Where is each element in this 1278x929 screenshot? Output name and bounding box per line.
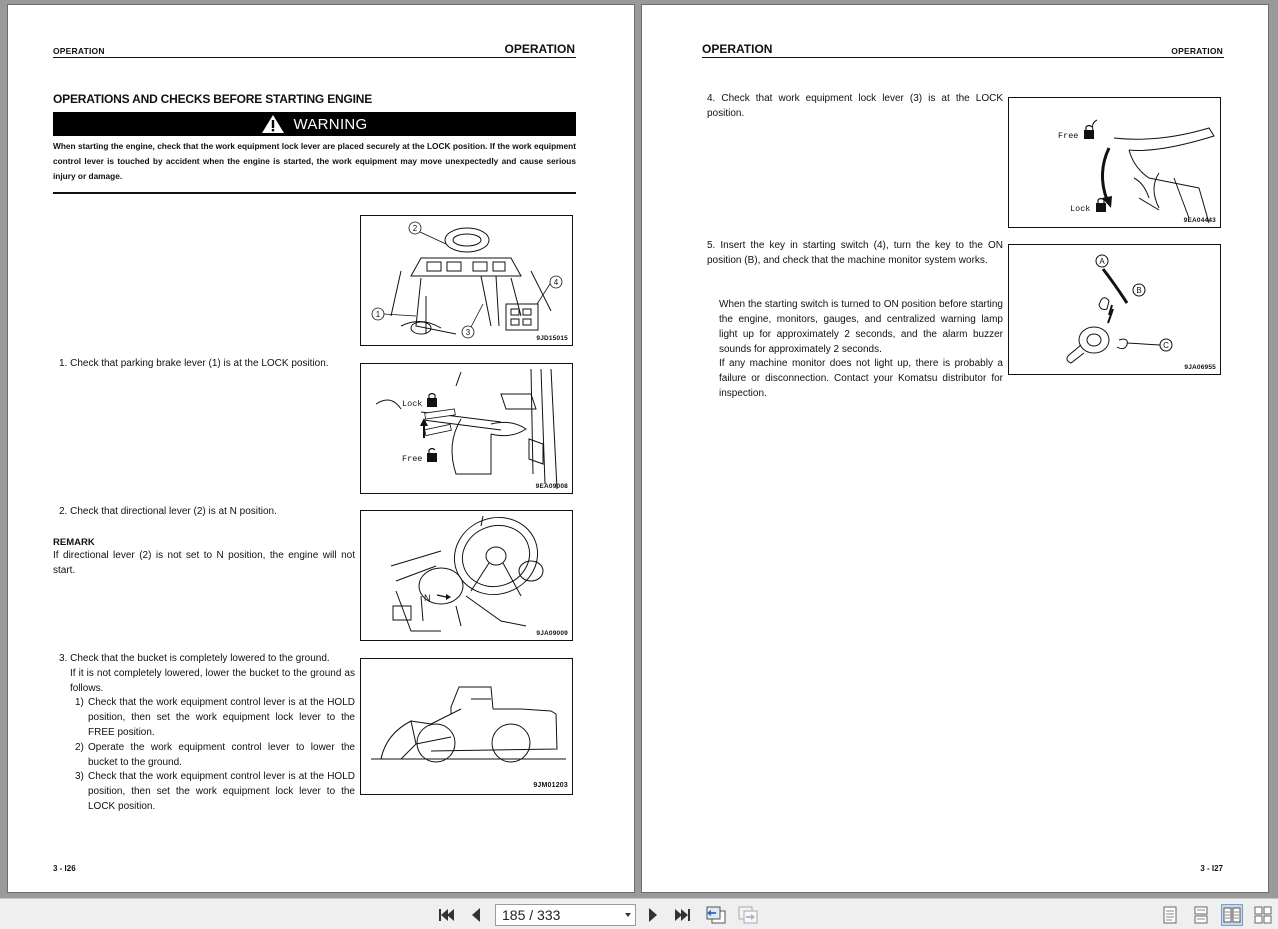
running-header-right: OPERATION [1171,46,1223,56]
facing-view-button[interactable] [1221,904,1243,926]
free-label: Free [1058,131,1079,141]
callout-2: 2 [412,224,418,233]
page-number: 3 - I26 [53,864,76,873]
first-page-button[interactable] [435,904,457,926]
header-rule [702,57,1224,58]
page-number: 3 - I27 [1200,864,1223,873]
step-2-text: 2. Check that directional lever (2) is at N position. [59,506,277,517]
go-forward-icon [737,905,759,925]
figure-starting-switch [1008,244,1221,375]
lock-lever-illustration [1009,98,1221,228]
viewer-toolbar [0,898,1278,929]
figure-code: 9JD15015 [536,335,568,342]
figure-code: 9EA09008 [535,483,568,490]
single-page-view-button[interactable] [1159,904,1181,926]
section-title: OPERATIONS AND CHECKS BEFORE STARTING ENGINE [53,92,372,106]
steering-illustration [361,511,573,641]
step-5-paragraph-2: When the starting switch is turned to ON position before starting the engine, monitors, gauges, and centralized warning lamp light up for approximately 2 seconds, and the alarm buzzer sounds for approximately 2 seconds. [719,299,1003,355]
next-page-button[interactable] [642,904,664,926]
dashboard-illustration [361,216,573,346]
figure-directional-lever [360,510,573,641]
neutral-label: N [424,593,431,603]
running-header-right: OPERATION [504,42,575,56]
lock-label: Lock [1070,204,1091,214]
continuous-facing-view-button[interactable] [1252,904,1274,926]
wheel-loader-illustration [361,659,573,795]
callout-3: 3 [465,328,471,337]
continuous-view-button[interactable] [1190,904,1212,926]
figure-code: 9EA04443 [1183,217,1216,224]
step-4-text: 4. Check that work equipment lock lever (3) is at the LOCK position. [707,93,1003,119]
page-indicator: 185 / 333 [502,907,561,923]
warning-text: When starting the engine, check that the work equipment lock lever are placed securely at the LOCK position. If the work equipment control lever is touched by accident when the engine is started, the work equipment may move unexpectedly and cause serious injury or damage. [53,141,576,181]
free-label: Free [402,454,423,464]
go-back-button[interactable] [705,904,727,926]
facing-view-icon [1223,906,1241,924]
substep-3-number: 3) [75,771,84,782]
remark-heading: REMARK [53,537,95,548]
figure-code: 9JM01203 [533,782,568,789]
last-page-button[interactable] [672,904,694,926]
substep-3-text: Check that the work equipment control lever is at the HOLD position, then set the work equipment lock lever to the LOCK position. [88,771,355,812]
callout-c: C [1163,341,1169,350]
substep-1-number: 1) [75,697,84,708]
chevron-down-icon[interactable] [625,913,631,917]
step-1-text: 1. Check that parking brake lever (1) is at the LOCK position. [59,358,329,369]
go-forward-button[interactable] [737,904,759,926]
header-rule [53,57,576,58]
go-back-icon [705,905,727,925]
running-header-left: OPERATION [702,42,773,56]
callout-4: 4 [553,278,559,287]
step-3-text: 3. Check that the bucket is completely lowered to the ground. [59,653,330,664]
figure-parking-brake [360,363,573,494]
warning-banner [53,112,576,136]
substep-2-number: 2) [75,742,84,753]
figure-dashboard [360,215,573,346]
continuous-facing-view-icon [1254,906,1272,924]
next-page-icon [646,907,660,923]
step-3-instruction: If it is not completely lowered, lower the bucket to the ground as follows. [70,668,355,694]
figure-code: 9JA06955 [1184,364,1216,371]
warning-triangle-icon [261,114,285,134]
substep-2-text: Operate the work equipment control lever to lower the bucket to the ground. [88,742,355,768]
step-5-text: 5. Insert the key in starting switch (4), turn the key to the ON position (B), and check that the machine monitor system works. [707,240,1003,266]
left-page [7,4,635,893]
step-5-paragraph-3: If any machine monitor does not light up, there is probably a failure or disconnection. Contact your Komatsu distributor for inspection. [719,358,1003,399]
previous-page-button[interactable] [465,904,487,926]
first-page-icon [437,907,455,923]
parking-brake-illustration [361,364,573,494]
previous-page-icon [469,907,483,923]
single-page-view-icon [1162,906,1178,924]
callout-1: 1 [375,310,381,319]
remark-text: If directional lever (2) is not set to N position, the engine will not start. [53,550,355,576]
right-page [641,4,1269,893]
figure-lock-lever [1008,97,1221,228]
last-page-icon [674,907,692,923]
running-header-left: OPERATION [53,46,105,56]
starting-switch-illustration [1009,245,1221,375]
warning-rule [53,192,576,194]
callout-b: B [1136,286,1142,295]
callout-a: A [1099,257,1105,266]
lock-label: Lock [402,399,423,409]
warning-label: WARNING [293,115,368,133]
figure-wheel-loader [360,658,573,795]
page-number-select[interactable] [495,904,636,926]
figure-code: 9JA09009 [536,630,568,637]
continuous-view-icon [1193,906,1209,924]
substep-1-text: Check that the work equipment control lever is at the HOLD position, then set the work equipment lock lever to the FREE position. [88,697,355,738]
